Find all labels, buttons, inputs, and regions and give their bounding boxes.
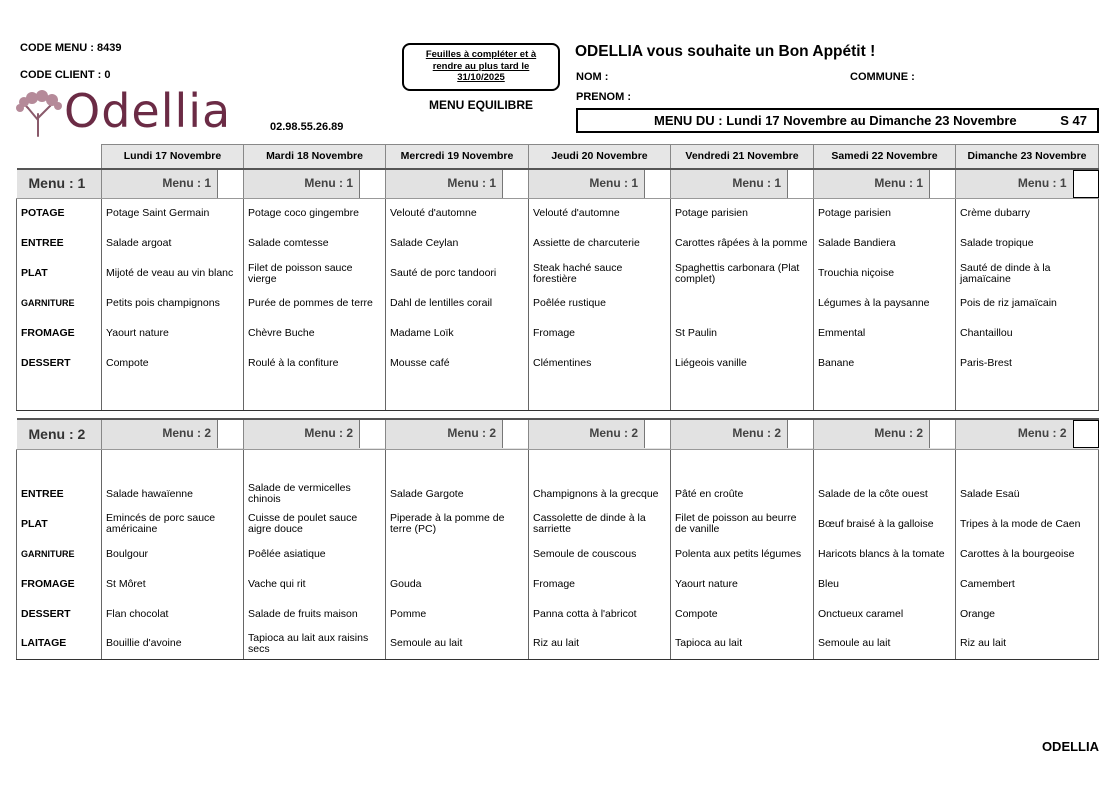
menu-choice-box[interactable] <box>502 420 528 448</box>
dish-cell: Bouillie d'avoine <box>102 629 244 659</box>
dish-cell: Champignons à la grecque <box>529 479 671 509</box>
menu-2-header <box>17 419 1099 449</box>
dish-cell: Roulé à la confiture <box>244 349 386 379</box>
dish-cell: Fromage <box>529 319 671 349</box>
table-row <box>17 229 1099 259</box>
row-label: FROMAGE <box>17 319 102 349</box>
dish-cell: Tapioca au lait aux raisins secs <box>244 629 386 659</box>
menu-choice-label: Menu : 2 <box>162 426 211 441</box>
dish-cell: Cuisse de poulet sauce aigre douce <box>244 509 386 539</box>
logo-wordmark: Odellia <box>64 84 232 138</box>
dish-cell: Dahl de lentilles corail <box>386 289 529 319</box>
dish-cell: Sauté de dinde à la jamaïcaine <box>956 259 1099 289</box>
day-header: Samedi 22 Novembre <box>814 145 956 169</box>
empty-cell <box>671 379 814 411</box>
dish-cell: Carottes à la bourgeoise <box>956 539 1099 569</box>
dish-cell: Potage parisien <box>814 199 956 229</box>
dish-cell: Chantaillou <box>956 319 1099 349</box>
menu-2-title: Menu : 2 <box>17 419 102 449</box>
dish-cell: Boulgour <box>102 539 244 569</box>
nom-field-label: NOM : <box>576 71 609 83</box>
menu-choice-cell[interactable] <box>956 419 1099 449</box>
dish-cell: Bleu <box>814 569 956 599</box>
dish-cell: Salade tropique <box>956 229 1099 259</box>
menu-choice-cell[interactable] <box>244 169 386 199</box>
dish-cell: St Môret <box>102 569 244 599</box>
row-label: DESSERT <box>17 349 102 379</box>
menu-choice-cell[interactable] <box>529 419 671 449</box>
empty-cell <box>244 449 386 479</box>
menu-choice-label: Menu : 2 <box>1017 426 1067 441</box>
dish-cell: Salade Ceylan <box>386 229 529 259</box>
menu-choice-cell[interactable] <box>671 169 814 199</box>
menu-choice-label: Menu : 1 <box>874 175 923 190</box>
tree-logo-icon <box>14 90 64 138</box>
dish-cell: Filet de poisson sauce vierge <box>244 259 386 289</box>
menu-choice-cell[interactable] <box>244 419 386 449</box>
dish-cell: Pois de riz jamaïcain <box>956 289 1099 319</box>
deadline-notice: Feuilles à compléter et à rendre au plus tard le 31/10/2025 <box>402 43 560 91</box>
dish-cell: Vache qui rit <box>244 569 386 599</box>
row-label: PLAT <box>17 509 102 539</box>
phone-number: 02.98.55.26.89 <box>270 121 344 133</box>
menu-choice-cell[interactable] <box>671 419 814 449</box>
menu-choice-box[interactable] <box>644 170 670 198</box>
dish-cell: Salade de vermicelles chinois <box>244 479 386 509</box>
empty-row <box>17 449 1099 479</box>
table-row <box>17 629 1099 659</box>
dish-cell: Compote <box>671 599 814 629</box>
table-row <box>17 199 1099 229</box>
dish-cell: Semoule au lait <box>814 629 956 659</box>
dish-cell: Velouté d'automne <box>529 199 671 229</box>
menu-choice-label: Menu : 1 <box>589 175 638 190</box>
dish-cell: Riz au lait <box>956 629 1099 659</box>
dish-cell <box>386 539 529 569</box>
dish-cell: Emmental <box>814 319 956 349</box>
menu-choice-label: Menu : 1 <box>304 175 353 190</box>
row-label: LAITAGE <box>17 629 102 659</box>
day-header: Mercredi 19 Novembre <box>386 145 529 169</box>
dish-cell: Banane <box>814 349 956 379</box>
dish-cell: Yaourt nature <box>102 319 244 349</box>
dish-cell: Steak haché sauce forestière <box>529 259 671 289</box>
dish-cell: Salade de la côte ouest <box>814 479 956 509</box>
menu-type: MENU EQUILIBRE <box>428 98 533 112</box>
code-menu: CODE MENU : 8439 <box>20 42 122 54</box>
menu-choice-label: Menu : 1 <box>1017 175 1067 190</box>
table-row <box>17 349 1099 379</box>
corner-cell <box>17 145 102 169</box>
dish-cell: Salade comtesse <box>244 229 386 259</box>
menu-choice-cell[interactable] <box>386 169 529 199</box>
table-row <box>17 259 1099 289</box>
dish-cell: Mousse café <box>386 349 529 379</box>
footer-brand: ODELLIA <box>1041 739 1099 754</box>
day-header: Dimanche 23 Novembre <box>956 145 1099 169</box>
dish-cell: Emincés de porc sauce américaine <box>102 509 244 539</box>
dish-cell: Purée de pommes de terre <box>244 289 386 319</box>
row-label: GARNITURE <box>17 289 102 319</box>
menu-2-table <box>16 418 1099 660</box>
dish-cell: Fromage <box>529 569 671 599</box>
dish-cell: Salade Gargote <box>386 479 529 509</box>
day-header: Jeudi 20 Novembre <box>529 145 671 169</box>
code-client: CODE CLIENT : 0 <box>20 69 111 81</box>
dish-cell: Panna cotta à l'abricot <box>529 599 671 629</box>
dish-cell: Compote <box>102 349 244 379</box>
dish-cell: Tripes à la mode de Caen <box>956 509 1099 539</box>
menu-choice-box[interactable] <box>217 420 243 448</box>
dish-cell: Semoule au lait <box>386 629 529 659</box>
dish-cell <box>671 289 814 319</box>
dish-cell: Potage Saint Germain <box>102 199 244 229</box>
menu-choice-box[interactable] <box>217 170 243 198</box>
empty-cell <box>956 449 1099 479</box>
menu-choice-box[interactable] <box>359 170 385 198</box>
dish-cell: Camembert <box>956 569 1099 599</box>
dish-cell: Liégeois vanille <box>671 349 814 379</box>
dish-cell: Semoule de couscous <box>529 539 671 569</box>
dish-cell: Piperade à la pomme de terre (PC) <box>386 509 529 539</box>
dish-cell: Pomme <box>386 599 529 629</box>
day-header: Mardi 18 Novembre <box>244 145 386 169</box>
menu-choice-box[interactable] <box>1073 420 1099 448</box>
empty-cell <box>102 379 244 411</box>
dish-cell: Bœuf braisé à la galloise <box>814 509 956 539</box>
dish-cell: Tapioca au lait <box>671 629 814 659</box>
dish-cell: Poêlée asiatique <box>244 539 386 569</box>
dish-cell: Orange <box>956 599 1099 629</box>
empty-cell <box>529 449 671 479</box>
day-header: Lundi 17 Novembre <box>102 145 244 169</box>
menu-choice-label: Menu : 2 <box>304 426 353 441</box>
dish-cell: Potage parisien <box>671 199 814 229</box>
table-row <box>17 479 1099 509</box>
row-label: PLAT <box>17 259 102 289</box>
dish-cell: Assiette de charcuterie <box>529 229 671 259</box>
dish-cell: Chèvre Buche <box>244 319 386 349</box>
empty-cell <box>529 379 671 411</box>
dish-cell: Poêlée rustique <box>529 289 671 319</box>
prenom-field-label: PRENOM : <box>576 91 631 103</box>
menu-1-table <box>16 144 1099 411</box>
menu-choice-box[interactable] <box>787 170 813 198</box>
menu-choice-box[interactable] <box>359 420 385 448</box>
menu-choice-label: Menu : 2 <box>447 426 496 441</box>
empty-cell <box>671 449 814 479</box>
odellia-logo <box>14 84 246 140</box>
menu-choice-label: Menu : 1 <box>447 175 496 190</box>
dish-cell: Madame Loïk <box>386 319 529 349</box>
row-label: ENTREE <box>17 229 102 259</box>
dish-cell: Salade hawaïenne <box>102 479 244 509</box>
row-label: ENTREE <box>17 479 102 509</box>
menu-2-grid <box>17 449 1099 659</box>
table-row <box>17 289 1099 319</box>
dish-cell: Carottes râpées à la pomme <box>671 229 814 259</box>
dish-cell: Clémentines <box>529 349 671 379</box>
empty-cell <box>386 449 529 479</box>
dish-cell: Trouchia niçoise <box>814 259 956 289</box>
row-label <box>17 449 102 479</box>
empty-cell <box>956 379 1099 411</box>
dish-cell: Velouté d'automne <box>386 199 529 229</box>
row-label: DESSERT <box>17 599 102 629</box>
dish-cell: Pâté en croûte <box>671 479 814 509</box>
empty-cell <box>102 449 244 479</box>
dish-cell: Spaghettis carbonara (Plat complet) <box>671 259 814 289</box>
dish-cell: Onctueux caramel <box>814 599 956 629</box>
dish-cell: Mijoté de veau au vin blanc <box>102 259 244 289</box>
dish-cell: Paris-Brest <box>956 349 1099 379</box>
dish-cell: Salade Esaü <box>956 479 1099 509</box>
dish-cell: Yaourt nature <box>671 569 814 599</box>
menu-choice-box[interactable] <box>1073 170 1099 198</box>
empty-row <box>17 379 1099 411</box>
dish-cell: Haricots blancs à la tomate <box>814 539 956 569</box>
menu-choice-label: Menu : 1 <box>162 175 211 190</box>
dish-cell: Riz au lait <box>529 629 671 659</box>
empty-cell <box>386 379 529 411</box>
menu-choice-label: Menu : 2 <box>874 426 923 441</box>
dish-cell: Gouda <box>386 569 529 599</box>
menu-choice-box[interactable] <box>787 420 813 448</box>
menu-choice-cell[interactable] <box>814 169 956 199</box>
menu-choice-cell[interactable] <box>956 169 1099 199</box>
dish-cell: Petits pois champignons <box>102 289 244 319</box>
table-row <box>17 569 1099 599</box>
day-header-row <box>17 145 1099 169</box>
dish-cell: Sauté de porc tandoori <box>386 259 529 289</box>
dish-cell: Salade Bandiera <box>814 229 956 259</box>
dish-cell: Polenta aux petits légumes <box>671 539 814 569</box>
menu-choice-box[interactable] <box>502 170 528 198</box>
row-label: GARNITURE <box>17 539 102 569</box>
table-row <box>17 539 1099 569</box>
dish-cell: St Paulin <box>671 319 814 349</box>
dish-cell: Potage coco gingembre <box>244 199 386 229</box>
dish-cell: Salade de fruits maison <box>244 599 386 629</box>
menu-choice-cell[interactable] <box>102 419 244 449</box>
dish-cell: Salade argoat <box>102 229 244 259</box>
row-label: POTAGE <box>17 199 102 229</box>
menu-period: MENU DU : Lundi 17 Novembre au Dimanche 23 Novembre <box>654 113 1017 128</box>
menu-choice-label: Menu : 1 <box>732 175 781 190</box>
dish-cell: Cassolette de dinde à la sarriette <box>529 509 671 539</box>
commune-field-label: COMMUNE : <box>850 71 915 83</box>
dish-cell: Crème dubarry <box>956 199 1099 229</box>
menu-choice-cell[interactable] <box>814 419 956 449</box>
dish-cell: Filet de poisson au beurre de vanille <box>671 509 814 539</box>
row-label <box>17 379 102 411</box>
table-row <box>17 319 1099 349</box>
menu-1-header <box>17 169 1099 199</box>
empty-cell <box>814 379 956 411</box>
dish-cell: Légumes à la paysanne <box>814 289 956 319</box>
menu-choice-cell[interactable] <box>529 169 671 199</box>
dish-cell: Flan chocolat <box>102 599 244 629</box>
table-row <box>17 599 1099 629</box>
menu-choice-cell[interactable] <box>102 169 244 199</box>
menu-1-grid <box>17 199 1099 411</box>
menu-choice-box[interactable] <box>929 170 955 198</box>
table-row <box>17 509 1099 539</box>
greeting-title: ODELLIA vous souhaite un Bon Appétit ! <box>575 43 876 60</box>
menu-1-title: Menu : 1 <box>17 169 102 199</box>
menu-choice-box[interactable] <box>644 420 670 448</box>
week-number: S 47 <box>1060 113 1087 128</box>
day-header: Vendredi 21 Novembre <box>671 145 814 169</box>
menu-choice-box[interactable] <box>929 420 955 448</box>
menu-choice-cell[interactable] <box>386 419 529 449</box>
menu-choice-label: Menu : 2 <box>732 426 781 441</box>
empty-cell <box>814 449 956 479</box>
menu-choice-label: Menu : 2 <box>589 426 638 441</box>
row-label: FROMAGE <box>17 569 102 599</box>
empty-cell <box>244 379 386 411</box>
menu-period-box <box>576 108 1099 133</box>
